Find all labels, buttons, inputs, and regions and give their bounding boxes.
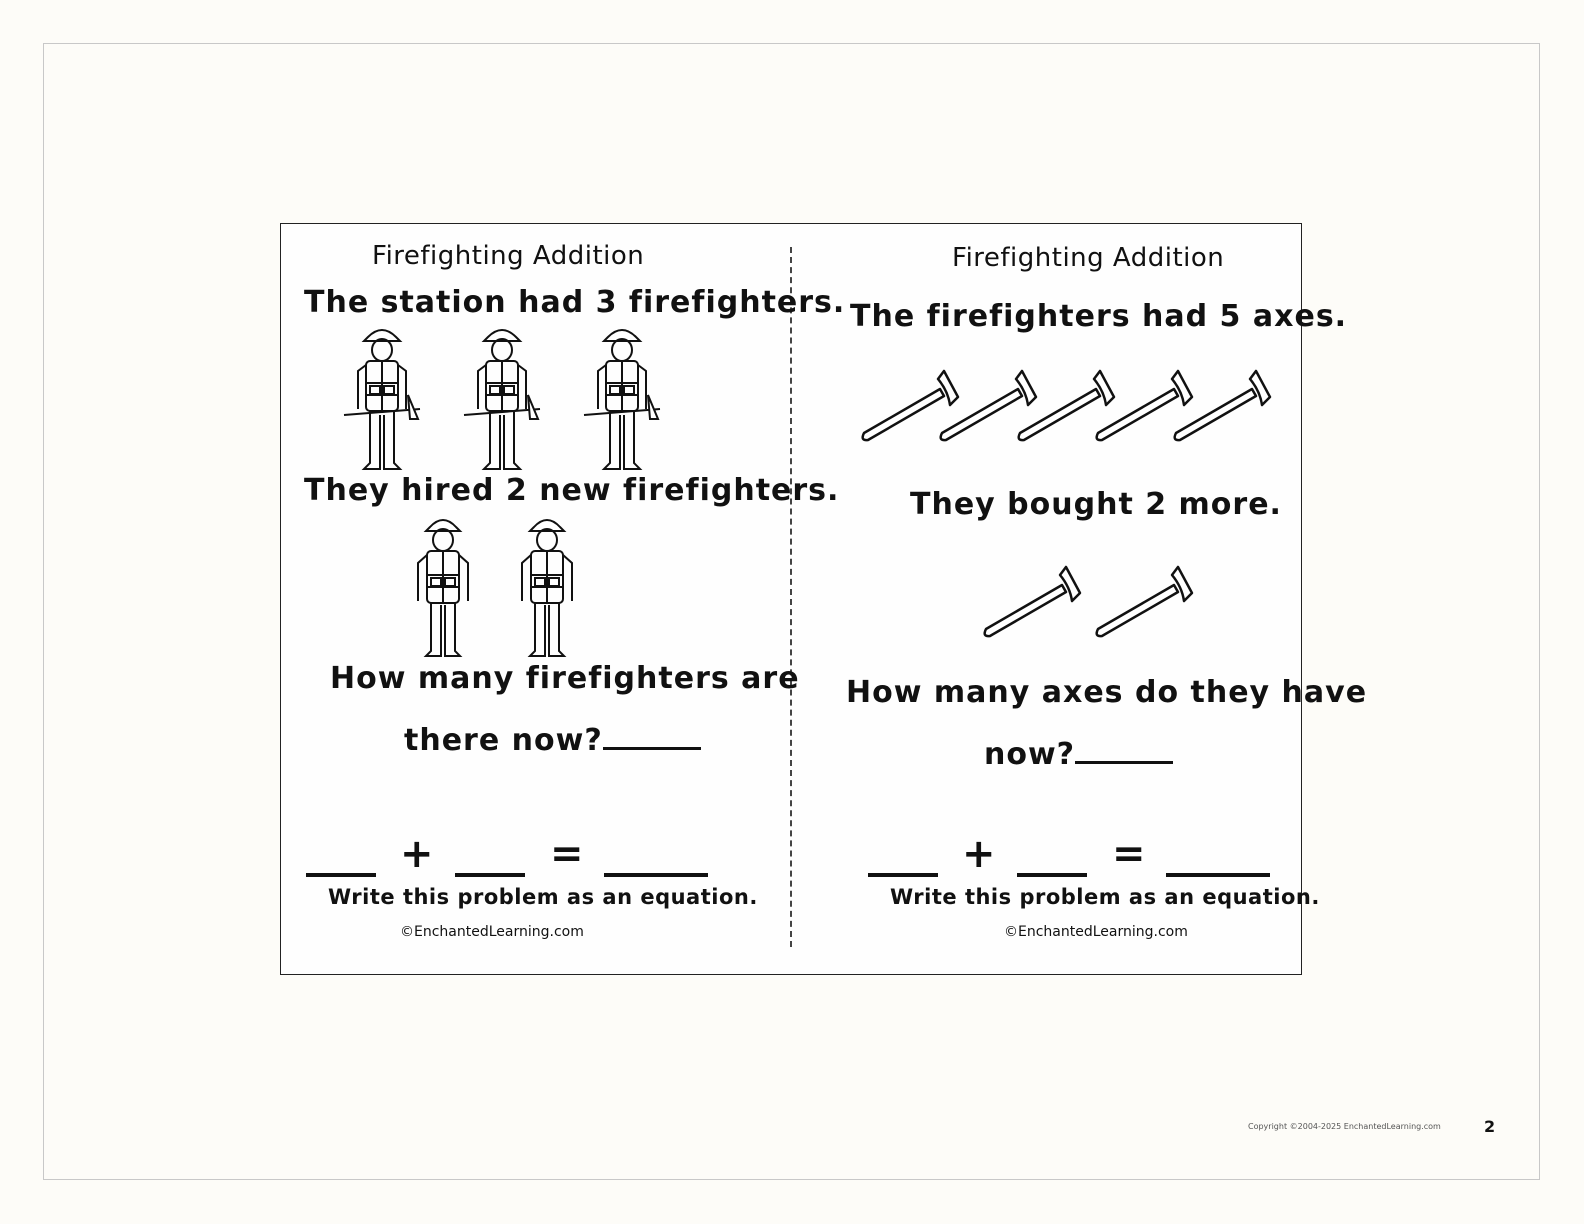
left-equation-answer-blank[interactable] [604, 873, 708, 877]
left-equals-sign: = [550, 831, 584, 877]
right-equation-blank-2[interactable] [1017, 873, 1087, 877]
left-credit: ©EnchantedLearning.com [400, 924, 584, 940]
right-heading: Firefighting Addition [952, 243, 1225, 273]
right-answer-blank[interactable] [1075, 757, 1173, 764]
right-panel [808, 223, 1368, 975]
right-question-line-1: How many axes do they have [846, 675, 1368, 710]
cut-line-divider [790, 247, 792, 947]
firefighter-icon [342, 323, 422, 473]
left-equation-blank-1[interactable] [306, 873, 376, 877]
firefighter-icon [462, 323, 542, 473]
left-sentence-2: They hired 2 new firefighters. [304, 473, 840, 508]
left-question-line-1: How many firefighters are [330, 661, 800, 696]
left-plus-sign: + [400, 831, 434, 877]
left-instruction: Write this problem as an equation. [328, 885, 758, 909]
axe-icon [980, 565, 1084, 639]
page-number: 2 [1484, 1117, 1496, 1136]
axe-icon [1092, 565, 1196, 639]
right-equation-answer-blank[interactable] [1166, 873, 1270, 877]
right-sentence-1: The firefighters had 5 axes. [850, 299, 1348, 334]
right-sentence-2: They bought 2 more. [910, 487, 1282, 522]
right-equals-sign: = [1112, 831, 1146, 877]
right-question-line-2 [984, 737, 1173, 772]
right-instruction: Write this problem as an equation. [890, 885, 1320, 909]
left-heading: Firefighting Addition [372, 241, 645, 271]
right-equation-blank-1[interactable] [868, 873, 938, 877]
footer-copyright: Copyright ©2004-2025 EnchantedLearning.com [1248, 1122, 1441, 1131]
right-plus-sign: + [962, 831, 996, 877]
left-equation-blank-2[interactable] [455, 873, 525, 877]
left-sentence-1: The station had 3 firefighters. [304, 285, 846, 320]
firefighter-icon [512, 513, 582, 658]
right-credit: ©EnchantedLearning.com [1004, 924, 1188, 940]
firefighter-icon [408, 513, 478, 658]
left-question-line-2 [404, 723, 701, 758]
left-answer-blank[interactable] [603, 743, 701, 750]
left-question-text: there now? [404, 723, 603, 758]
firefighter-icon [582, 323, 662, 473]
right-question-text: now? [984, 737, 1076, 772]
axe-icon [1170, 369, 1274, 443]
left-panel [280, 223, 846, 975]
